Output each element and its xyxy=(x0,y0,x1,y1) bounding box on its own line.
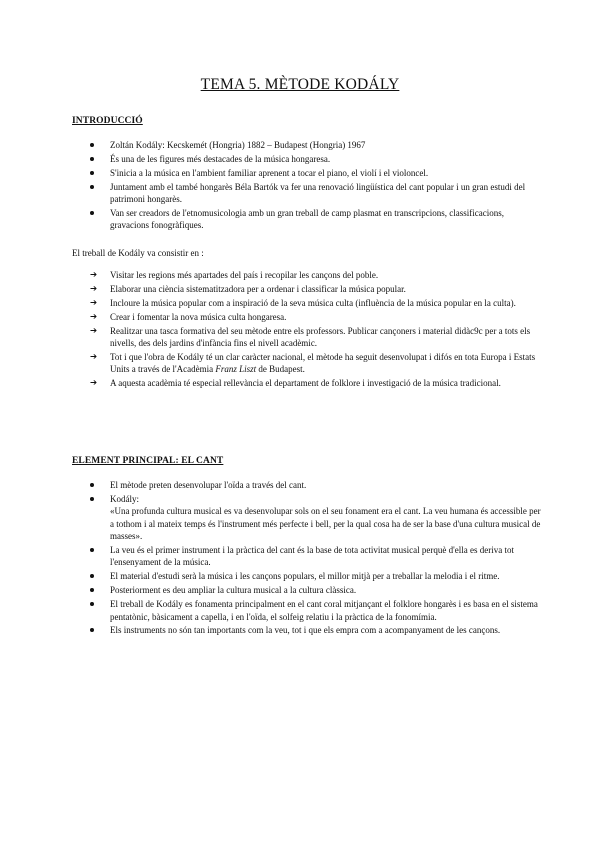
bullet-icon xyxy=(90,584,100,596)
list-item: ➔ Elaborar una ciència sistematitzadora per a ordenar i classificar la música popular. xyxy=(90,283,406,294)
arrow-right-icon: ➔ xyxy=(90,378,98,389)
bullet-icon xyxy=(90,207,100,219)
list-item: La veu és el primer instrument i la pràctica del cant és la base de tota activitat musical perquè d'ella es deriva tot l'ensenyament de la música. xyxy=(72,544,542,569)
list-item: Posteriorment es deu ampliar la cultura musical a la cultura clàssica. xyxy=(72,584,542,596)
bullet-icon xyxy=(90,598,100,610)
treball-intro-text: El treball de Kodály va consistir en : xyxy=(72,248,204,258)
list-item: El material d'estudi serà la música i les cançons populars, el millor mitjà per a treballar la melodia i el ritme. xyxy=(72,570,542,582)
arrow-right-icon: ➔ xyxy=(90,325,98,336)
list-item: S'inicia a la música en l'ambient familiar aprenent a tocar el piano, el violí i el violoncel. xyxy=(72,167,542,179)
list-item: Van ser creadors de l'etnomusicologia amb un gran treball de camp plasmat en transcripcions, classificacions, gravacions fonogràfiques. xyxy=(72,207,542,232)
list-item: ➔ Tot i que l'obra de Kodály té un clar caràcter nacional, el mètode ha seguit desenvolupat i difós en tota Europa i Estats Units a través de l'Acadèmia Franz Liszt de Budapest. xyxy=(90,351,536,375)
treball-arrow-list xyxy=(72,269,542,390)
bullet-icon xyxy=(90,544,100,556)
cant-bullet-list-block xyxy=(72,479,542,638)
kodaly-label: Kodály: xyxy=(110,493,139,504)
arrow-right-icon: ➔ xyxy=(90,270,98,280)
bullet-icon xyxy=(90,493,100,505)
bullet-icon xyxy=(90,570,100,582)
list-item: ➔ Realitzar una tasca formativa del seu mètode entre els professors. Publicar cançoners i material didàc9c per a tots els nivells, des dels jardins d'infància fins el nivell acadèmic. xyxy=(90,325,531,349)
cant-heading: ELEMENT PRINCIPAL: EL CANT xyxy=(72,456,224,466)
bullet-icon xyxy=(90,181,100,193)
arrow-right-icon: ➔ xyxy=(90,283,98,294)
list-item: El mètode preten desenvolupar l'oïda a través del cant. xyxy=(72,479,542,491)
arrow-right-icon: ➔ xyxy=(90,311,98,322)
page-title: TEMA 5. MÈTODE KODÁLY xyxy=(200,76,400,93)
arrow-right-icon: ➔ xyxy=(90,297,98,308)
bullet-icon xyxy=(90,153,100,165)
list-item: Juntament amb el també hongarès Béla Bartók va fer una renovació lingüística del cant popular i un gran estudi del patrimoni hongarès. xyxy=(72,181,542,206)
bullet-icon xyxy=(90,139,100,151)
list-item xyxy=(72,493,542,543)
list-item: Els instruments no són tan importants com la veu, tot i que els empra com a acompanyament de les cançons. xyxy=(72,624,542,636)
list-item: És una de les figures més destacades de la música hongaresa. xyxy=(72,153,542,165)
list-item: El treball de Kodály es fonamenta principalment en el cant coral mitjançant el folklore hongarès i es basa en el sistema pentatònic, bàsicament a capella, i en l'oïda, el solfeig relatiu i la pràctica de la fonomímia. xyxy=(72,598,542,623)
academy-name: Franz Liszt xyxy=(215,364,257,375)
bullet-icon xyxy=(90,624,100,636)
list-item: ➔ Incloure la música popular com a inspiració de la seva música culta (influència de la música popular en la culta). xyxy=(90,297,516,308)
bullet-icon xyxy=(90,167,100,179)
intro-bullet-list-block xyxy=(72,139,542,233)
list-item: Zoltán Kodály: Kecskemét (Hongria) 1882 – Budapest (Hongria) 1967 xyxy=(72,139,542,151)
intro-heading: INTRODUCCIÓ xyxy=(72,116,143,126)
bullet-icon xyxy=(90,479,100,491)
intro-bullet-list xyxy=(72,139,542,232)
list-item: ➔ Crear i fomentar la nova música culta hongaresa. xyxy=(90,311,287,322)
arrow-right-icon: ➔ xyxy=(90,351,98,362)
kodaly-quote: «Una profunda cultura musical es va desenvolupar sols on el seu fonament era el cant. La veu humana és accessible per a tothom i al mateix temps és l'instrument més perfecte i bell, per la qual cosa ha de ser la base d'una cultura musical de masses». xyxy=(110,506,541,542)
cant-bullet-list xyxy=(72,479,542,637)
list-item: ➔ A aquesta acadèmia té especial rellevància el departament de folklore i investigació de la música tradicional. xyxy=(90,378,501,389)
list-item: ➔ Visitar les regions més apartades del país i recopilar les cançons del poble. xyxy=(90,270,379,280)
treball-arrow-list-block xyxy=(72,269,542,391)
